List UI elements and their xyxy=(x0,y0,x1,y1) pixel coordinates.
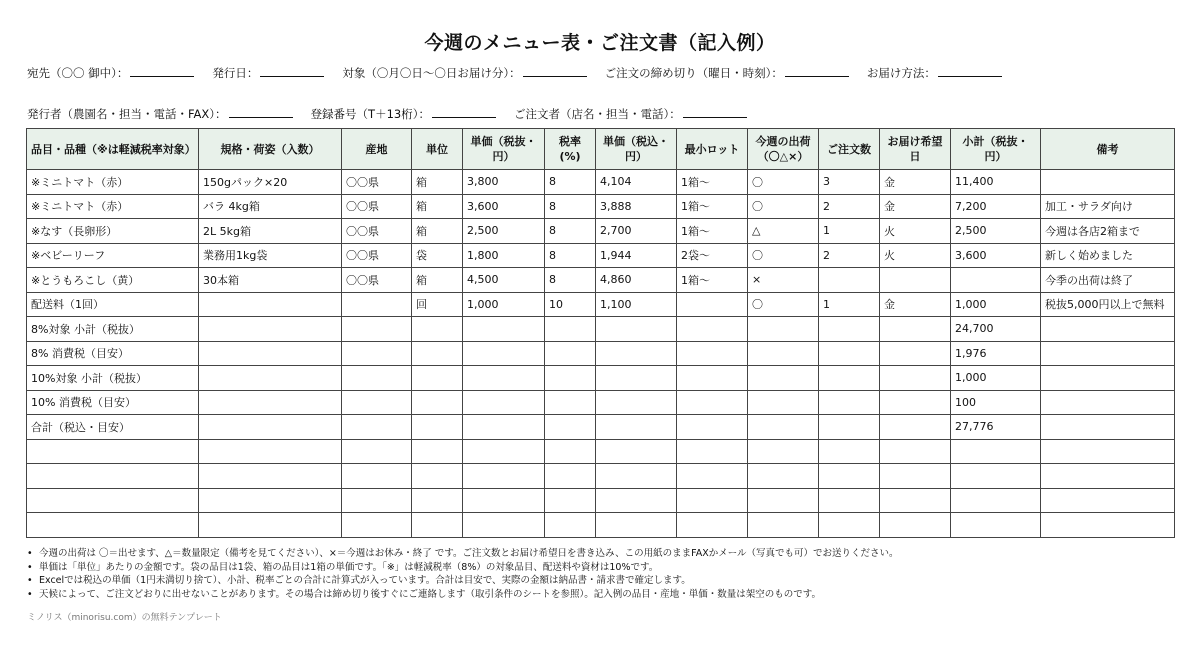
column-header: 品目・品種（※は軽減税率対象） xyxy=(27,129,199,170)
column-header: 規格・荷姿（入数） xyxy=(199,129,342,170)
table-cell[interactable] xyxy=(463,439,545,464)
table-row xyxy=(27,366,1175,391)
table-body xyxy=(27,170,1175,538)
table-cell[interactable] xyxy=(199,366,342,391)
table-cell[interactable] xyxy=(748,439,819,464)
table-cell[interactable]: 配送料（1回） xyxy=(27,292,199,317)
table-cell[interactable] xyxy=(880,341,951,366)
table-cell[interactable] xyxy=(342,488,412,513)
table-cell[interactable]: 1,976 xyxy=(951,341,1041,366)
table-cell[interactable]: 8 xyxy=(545,219,596,244)
table-cell[interactable]: 2,500 xyxy=(463,219,545,244)
note-text: 単価は「単位」あたりの金額です。袋の品目は1袋、箱の品目は1箱の単価です。「※」は軽減税率（8%）の対象品目、配送料や資材は10%です。 xyxy=(39,561,659,573)
table-cell[interactable]: 1箱〜 xyxy=(677,268,748,293)
table-cell[interactable] xyxy=(1041,415,1175,440)
table-cell[interactable]: 1箱〜 xyxy=(677,219,748,244)
meta-field xyxy=(514,106,747,122)
table-cell[interactable] xyxy=(412,488,463,513)
table-cell[interactable] xyxy=(199,415,342,440)
table-cell[interactable] xyxy=(1041,439,1175,464)
table-cell[interactable]: 1,000 xyxy=(951,366,1041,391)
table-row xyxy=(27,341,1175,366)
table-row xyxy=(27,439,1175,464)
meta-field-blank[interactable] xyxy=(432,106,496,118)
table-row xyxy=(27,513,1175,538)
table-cell[interactable]: 11,400 xyxy=(951,170,1041,195)
table-cell[interactable]: 7,200 xyxy=(951,194,1041,219)
table-row xyxy=(27,194,1175,219)
table-cell[interactable]: 今季の出荷は終了 xyxy=(1041,268,1175,293)
meta-field-blank[interactable] xyxy=(523,65,587,77)
meta-field-label: ご注文の締め切り（曜日・時刻）： xyxy=(604,66,783,80)
note-item xyxy=(27,547,899,561)
column-header: お届け希望日 xyxy=(880,129,951,170)
table-cell[interactable]: 4,860 xyxy=(596,268,677,293)
table-cell[interactable] xyxy=(596,317,677,342)
table-cell[interactable]: 〇〇県 xyxy=(342,243,412,268)
table-cell[interactable] xyxy=(463,464,545,489)
meta-field-label: お届け方法： xyxy=(866,66,936,80)
table-cell[interactable] xyxy=(677,390,748,415)
note-text: Excelでは税込の単価（1円未満切り捨て）、小計、税率ごとの合計に計算式が入っています。合計は目安で、実際の金額は納品書・請求書で確定します。 xyxy=(39,575,691,586)
table-cell[interactable] xyxy=(596,439,677,464)
table-cell[interactable] xyxy=(1041,170,1175,195)
table-cell[interactable] xyxy=(951,488,1041,513)
bullet-icon: • xyxy=(27,548,33,559)
table-cell[interactable]: 箱 xyxy=(412,219,463,244)
meta-field-blank[interactable] xyxy=(785,65,849,77)
table-cell[interactable] xyxy=(342,464,412,489)
table-cell[interactable] xyxy=(819,366,880,391)
table-row xyxy=(27,464,1175,489)
table-row xyxy=(27,268,1175,293)
meta-field-blank[interactable] xyxy=(938,65,1002,77)
table-cell[interactable]: 1箱〜 xyxy=(677,170,748,195)
table-cell[interactable] xyxy=(412,317,463,342)
table-cell[interactable]: 1 xyxy=(819,219,880,244)
table-cell[interactable]: 10 xyxy=(545,292,596,317)
table-cell[interactable] xyxy=(199,292,342,317)
table-cell[interactable] xyxy=(1041,390,1175,415)
table-cell[interactable] xyxy=(880,317,951,342)
table-cell[interactable]: 加工・サラダ向け xyxy=(1041,194,1175,219)
table-cell[interactable]: 150gパック×20 xyxy=(199,170,342,195)
table-cell[interactable] xyxy=(199,341,342,366)
table-cell[interactable]: 3,600 xyxy=(951,243,1041,268)
table-cell[interactable]: 3,888 xyxy=(596,194,677,219)
table-cell[interactable]: ※ミニトマト（赤） xyxy=(27,194,199,219)
table-cell[interactable] xyxy=(748,464,819,489)
table-cell[interactable] xyxy=(819,317,880,342)
table-cell[interactable]: 火 xyxy=(880,243,951,268)
note-text: 天候によって、ご注文どおりに出せないことがあります。その場合は締め切り後すぐにご連絡します（取引条件のシートを参照）。記入例の品目・産地・単価・数量は架空のものです。 xyxy=(39,588,822,600)
table-row xyxy=(27,243,1175,268)
meta-row-top xyxy=(27,65,1020,81)
table-cell[interactable] xyxy=(199,464,342,489)
table-cell[interactable] xyxy=(545,415,596,440)
table-cell[interactable] xyxy=(951,464,1041,489)
page-title: 今週のメニュー表・ご注文書（記入例） xyxy=(424,32,776,54)
meta-field xyxy=(867,65,1002,81)
table-cell[interactable] xyxy=(880,268,951,293)
table-cell[interactable] xyxy=(27,513,199,538)
table-cell[interactable]: ※なす（長卵形） xyxy=(27,219,199,244)
note-item xyxy=(27,574,899,588)
table-cell[interactable]: 今週は各店2箱まで xyxy=(1041,219,1175,244)
bullet-icon: • xyxy=(27,575,33,586)
table-cell[interactable]: 2袋〜 xyxy=(677,243,748,268)
bullet-icon: • xyxy=(27,588,33,600)
table-cell[interactable]: 30本箱 xyxy=(199,268,342,293)
table-cell[interactable]: 新しく始めました xyxy=(1041,243,1175,268)
table-cell[interactable] xyxy=(342,415,412,440)
meta-row-bottom xyxy=(27,106,765,122)
table-cell[interactable] xyxy=(412,366,463,391)
bullet-icon: • xyxy=(27,561,33,573)
table-cell[interactable] xyxy=(545,439,596,464)
table-row xyxy=(27,292,1175,317)
column-header: 単価（税抜・円） xyxy=(463,129,545,170)
table-cell[interactable] xyxy=(545,513,596,538)
table-cell[interactable] xyxy=(545,464,596,489)
table-cell[interactable] xyxy=(463,415,545,440)
table-cell[interactable]: 箱 xyxy=(412,194,463,219)
table-cell[interactable] xyxy=(677,513,748,538)
meta-field-label: 登録番号（T＋13桁）： xyxy=(310,107,430,121)
table-cell[interactable] xyxy=(1041,464,1175,489)
notes-list xyxy=(27,547,899,601)
table-cell[interactable]: 合計（税込・目安） xyxy=(27,415,199,440)
table-cell[interactable]: 1,944 xyxy=(596,243,677,268)
table-cell[interactable]: 〇 xyxy=(748,243,819,268)
table-cell[interactable]: 100 xyxy=(951,390,1041,415)
table-cell[interactable] xyxy=(412,439,463,464)
meta-field-label: ご注文者（店名・担当・電話）： xyxy=(513,107,681,121)
table-cell[interactable] xyxy=(342,317,412,342)
table-cell[interactable] xyxy=(596,341,677,366)
table-cell[interactable]: 〇〇県 xyxy=(342,219,412,244)
table-cell[interactable] xyxy=(819,513,880,538)
table-cell[interactable]: 2L 5kg箱 xyxy=(199,219,342,244)
table-cell[interactable] xyxy=(819,488,880,513)
table-cell[interactable] xyxy=(1041,513,1175,538)
table-cell[interactable]: 金 xyxy=(880,194,951,219)
table-cell[interactable] xyxy=(1041,317,1175,342)
table-cell[interactable] xyxy=(412,390,463,415)
table-cell[interactable]: 2 xyxy=(819,194,880,219)
table-cell[interactable]: 3,600 xyxy=(463,194,545,219)
note-text: 今週の出荷は 〇＝出せます、△＝数量限定（備考を見てください）、×＝今週はお休み・終了 です。ご注文数とお届け希望日を書き込み、この用紙のままFAXかメール（写真でも可）でお送りください。 xyxy=(39,548,899,559)
table-cell[interactable] xyxy=(463,513,545,538)
meta-field-label: 発行日： xyxy=(212,66,259,80)
table-cell[interactable] xyxy=(677,317,748,342)
table-cell[interactable] xyxy=(748,513,819,538)
footer-credit: ミノリス（minorisu.com）の無料テンプレート xyxy=(27,613,222,623)
table-cell[interactable]: 〇 xyxy=(748,170,819,195)
table-cell[interactable] xyxy=(819,390,880,415)
table-cell[interactable] xyxy=(951,513,1041,538)
note-item xyxy=(27,561,899,575)
table-cell[interactable]: 火 xyxy=(880,219,951,244)
table-cell[interactable] xyxy=(880,390,951,415)
table-cell[interactable]: 1,000 xyxy=(951,292,1041,317)
table-cell[interactable]: 〇〇県 xyxy=(342,194,412,219)
table-cell[interactable]: 2,700 xyxy=(596,219,677,244)
table-cell[interactable] xyxy=(880,366,951,391)
table-cell[interactable] xyxy=(951,439,1041,464)
table-cell[interactable]: 1,000 xyxy=(463,292,545,317)
table-cell[interactable] xyxy=(880,439,951,464)
meta-field-blank[interactable] xyxy=(260,65,324,77)
table-cell[interactable]: ※ミニトマト（赤） xyxy=(27,170,199,195)
table-cell[interactable] xyxy=(748,317,819,342)
table-cell[interactable] xyxy=(412,415,463,440)
meta-field-label: 宛先（〇〇 御中）： xyxy=(27,66,129,80)
table-cell[interactable]: 箱 xyxy=(412,268,463,293)
table-cell[interactable] xyxy=(819,439,880,464)
table-cell[interactable]: 袋 xyxy=(412,243,463,268)
column-header: 小計（税抜・円） xyxy=(951,129,1041,170)
table-cell[interactable] xyxy=(819,415,880,440)
column-header: 産地 xyxy=(342,129,412,170)
table-cell[interactable]: 10% 消費税（目安） xyxy=(27,390,199,415)
table-cell[interactable] xyxy=(463,317,545,342)
table-cell[interactable] xyxy=(880,415,951,440)
table-cell[interactable]: 〇 xyxy=(748,292,819,317)
table-cell[interactable] xyxy=(880,464,951,489)
table-cell[interactable]: 3,800 xyxy=(463,170,545,195)
table-cell[interactable] xyxy=(819,268,880,293)
table-cell[interactable]: 4,104 xyxy=(596,170,677,195)
table-cell[interactable]: 回 xyxy=(412,292,463,317)
meta-field-blank[interactable] xyxy=(683,106,747,118)
table-cell[interactable]: 金 xyxy=(880,170,951,195)
table-cell[interactable]: 2 xyxy=(819,243,880,268)
table-cell[interactable] xyxy=(412,464,463,489)
table-cell[interactable] xyxy=(819,464,880,489)
table-cell[interactable]: 〇〇県 xyxy=(342,170,412,195)
table-cell[interactable]: 8 xyxy=(545,268,596,293)
table-cell[interactable]: 8 xyxy=(545,194,596,219)
table-cell[interactable] xyxy=(199,390,342,415)
table-cell[interactable] xyxy=(342,439,412,464)
column-header: 単価（税込・円） xyxy=(596,129,677,170)
table-cell[interactable] xyxy=(596,415,677,440)
table-cell[interactable] xyxy=(1041,341,1175,366)
table-cell[interactable] xyxy=(748,488,819,513)
column-header: 今週の出荷（〇△×） xyxy=(748,129,819,170)
table-header-row xyxy=(27,129,1175,170)
table-cell[interactable]: 1箱〜 xyxy=(677,194,748,219)
table-cell[interactable]: 3 xyxy=(819,170,880,195)
table-cell[interactable] xyxy=(677,488,748,513)
table-cell[interactable]: 〇 xyxy=(748,194,819,219)
column-header: 単位 xyxy=(412,129,463,170)
table-cell[interactable]: 8 xyxy=(545,170,596,195)
table-cell[interactable] xyxy=(596,513,677,538)
meta-field xyxy=(605,65,849,81)
table-cell[interactable] xyxy=(199,513,342,538)
table-cell[interactable] xyxy=(677,415,748,440)
column-header: ご注文数 xyxy=(819,129,880,170)
table-cell[interactable] xyxy=(463,341,545,366)
table-cell[interactable]: 税抜5,000円以上で無料 xyxy=(1041,292,1175,317)
menu-order-table xyxy=(26,128,1175,538)
table-cell[interactable] xyxy=(596,464,677,489)
table-cell[interactable] xyxy=(27,488,199,513)
table-cell[interactable]: 24,700 xyxy=(951,317,1041,342)
table-cell[interactable]: × xyxy=(748,268,819,293)
table-cell[interactable]: △ xyxy=(748,219,819,244)
table-cell[interactable] xyxy=(27,439,199,464)
table-cell[interactable] xyxy=(748,366,819,391)
note-item xyxy=(27,588,899,602)
table-cell[interactable] xyxy=(545,366,596,391)
table-cell[interactable] xyxy=(819,341,880,366)
table-cell[interactable] xyxy=(545,488,596,513)
table-cell[interactable] xyxy=(1041,488,1175,513)
table-cell[interactable]: ※ベビーリーフ xyxy=(27,243,199,268)
column-header: 税率(%) xyxy=(545,129,596,170)
table-cell[interactable]: 金 xyxy=(880,292,951,317)
table-cell[interactable]: 業務用1kg袋 xyxy=(199,243,342,268)
column-header: 最小ロット xyxy=(677,129,748,170)
table-cell[interactable] xyxy=(342,341,412,366)
meta-field xyxy=(311,106,496,122)
meta-field-label: 対象（〇月〇日〜〇日お届け分）： xyxy=(342,66,521,80)
table-cell[interactable]: 4,500 xyxy=(463,268,545,293)
table-cell[interactable] xyxy=(545,317,596,342)
table-cell[interactable] xyxy=(677,366,748,391)
table-cell[interactable] xyxy=(545,390,596,415)
table-cell[interactable] xyxy=(342,390,412,415)
table-cell[interactable]: 8% 消費税（目安） xyxy=(27,341,199,366)
table-cell[interactable] xyxy=(748,390,819,415)
table-cell[interactable] xyxy=(596,390,677,415)
table-row xyxy=(27,170,1175,195)
meta-field xyxy=(212,65,324,81)
table-cell[interactable] xyxy=(545,341,596,366)
table-cell[interactable] xyxy=(748,341,819,366)
table-cell[interactable]: 1 xyxy=(819,292,880,317)
table-cell[interactable] xyxy=(342,513,412,538)
meta-field xyxy=(27,65,194,81)
meta-field xyxy=(27,106,293,122)
table-cell[interactable] xyxy=(463,366,545,391)
table-cell[interactable]: 1,100 xyxy=(596,292,677,317)
table-row xyxy=(27,317,1175,342)
table-cell[interactable]: 2,500 xyxy=(951,219,1041,244)
meta-field-blank[interactable] xyxy=(229,106,293,118)
table-cell[interactable] xyxy=(342,292,412,317)
table-cell[interactable]: 〇〇県 xyxy=(342,268,412,293)
table-cell[interactable] xyxy=(677,292,748,317)
table-cell[interactable] xyxy=(880,488,951,513)
table-cell[interactable] xyxy=(27,464,199,489)
table-cell[interactable] xyxy=(412,341,463,366)
table-cell[interactable] xyxy=(596,488,677,513)
table-cell[interactable]: 27,776 xyxy=(951,415,1041,440)
table-cell[interactable] xyxy=(412,513,463,538)
table-cell[interactable]: 10%対象 小計（税抜） xyxy=(27,366,199,391)
table-cell[interactable]: 8 xyxy=(545,243,596,268)
table-cell[interactable] xyxy=(880,513,951,538)
table-row xyxy=(27,415,1175,440)
table-cell[interactable]: 1,800 xyxy=(463,243,545,268)
table-cell[interactable] xyxy=(342,366,412,391)
table-cell[interactable] xyxy=(677,341,748,366)
table-cell[interactable] xyxy=(951,268,1041,293)
table-cell[interactable] xyxy=(677,464,748,489)
table-cell[interactable] xyxy=(748,415,819,440)
table-cell[interactable] xyxy=(677,439,748,464)
table-cell[interactable]: 箱 xyxy=(412,170,463,195)
table-cell[interactable]: 8%対象 小計（税抜） xyxy=(27,317,199,342)
table-cell[interactable] xyxy=(1041,366,1175,391)
table-row xyxy=(27,390,1175,415)
table-cell[interactable] xyxy=(199,488,342,513)
column-header: 備考 xyxy=(1041,129,1175,170)
table-cell[interactable] xyxy=(463,390,545,415)
table-row xyxy=(27,219,1175,244)
meta-field xyxy=(342,65,586,81)
table-cell[interactable]: バラ 4kg箱 xyxy=(199,194,342,219)
table-cell[interactable] xyxy=(463,488,545,513)
table-cell[interactable] xyxy=(596,366,677,391)
table-cell[interactable] xyxy=(199,439,342,464)
table-cell[interactable] xyxy=(199,317,342,342)
table-row xyxy=(27,488,1175,513)
meta-field-label: 発行者（農園名・担当・電話・FAX）： xyxy=(27,107,227,121)
table-cell[interactable]: ※とうもろこし（黄） xyxy=(27,268,199,293)
meta-field-blank[interactable] xyxy=(130,65,194,77)
